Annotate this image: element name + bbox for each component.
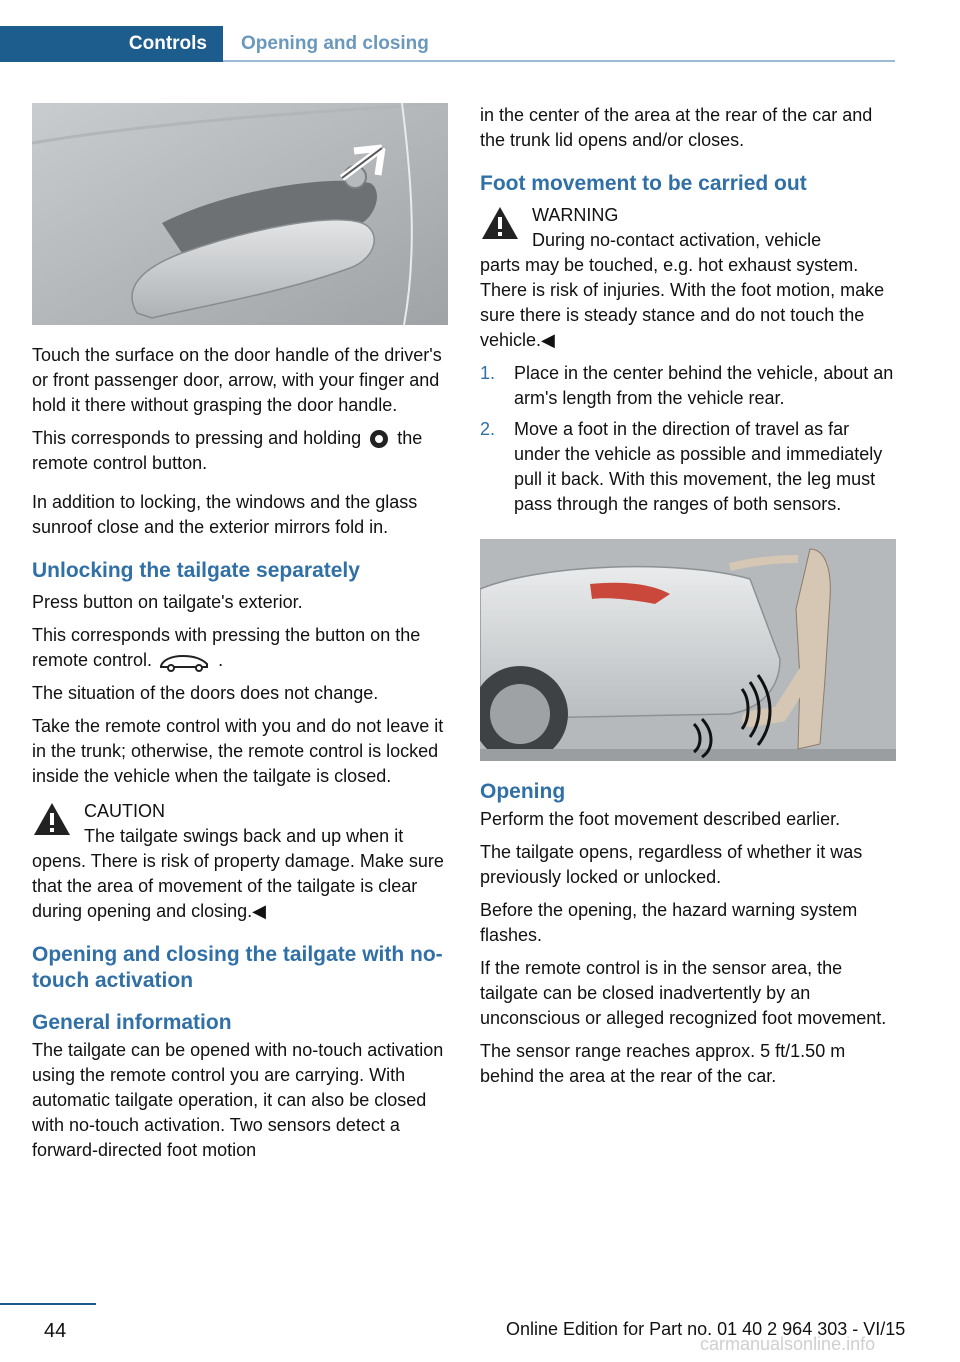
list-item — [480, 361, 896, 411]
paragraph-text: This corresponds to pressing and holding — [32, 428, 362, 448]
page-header — [0, 26, 895, 62]
paragraph: If the remote control is in the sensor area, the tailgate can be closed inadvertently by an unconscious or alleged recognized foot movement. — [480, 958, 887, 1028]
paragraph — [32, 426, 448, 476]
warning-text: parts may be touched, e.g. hot exhaust system. There is risk of injuries. With the foot motion, make sure there is steady stance and do not touch the vehicle.◀ — [480, 255, 885, 350]
door-handle-figure — [32, 103, 448, 325]
warning-notice — [480, 203, 896, 353]
page-number: 44 — [44, 1320, 67, 1342]
caution-triangle-icon — [32, 801, 72, 837]
tailgate-button-icon — [157, 650, 213, 672]
paragraph: The tailgate opens, regardless of whether it was previously locked or unlocked. — [480, 842, 863, 887]
section-heading: Foot movement to be carried out — [480, 172, 807, 195]
paragraph: in the center of the area at the rear of the car and the trunk lid opens and/or closes. — [480, 105, 873, 150]
warning-triangle-icon — [480, 205, 520, 241]
paragraph-text: the remote control button. — [32, 428, 423, 473]
subsection-heading: General information — [32, 1011, 232, 1034]
step-number: 1. — [480, 363, 496, 383]
caution-title: CAUTION — [84, 801, 165, 821]
watermark: carmanualsonline.info — [700, 1334, 876, 1354]
paragraph: Touch the surface on the door handle of the driver's or front passenger door, arrow, with your finger and hold it there without grasping the door handle. — [32, 345, 442, 415]
paragraph: The situation of the doors does not change. — [32, 683, 379, 703]
caution-text: opens. There is risk of property damage. Make sure that the area of movement of the tailgate is clear during opening and closing.◀ — [32, 851, 444, 921]
paragraph: In addition to locking, the windows and the glass sunroof close and the exterior mirrors fold in. — [32, 492, 418, 537]
paragraph: The tailgate can be opened with no-touch activation using the remote control you are carrying. With automatic tailgate operation, it can also be closed with no-touch activation. Two sensors detect a forward-directed foot motion — [32, 1040, 444, 1160]
paragraph: The sensor range reaches approx. 5 ft/1.50 m behind the area at the rear of the car. — [480, 1041, 846, 1086]
right-column — [480, 103, 896, 1097]
warning-title: WARNING — [532, 205, 619, 225]
warning-text: During no-contact activation, vehicle — [532, 230, 822, 250]
paragraph-text: . — [218, 650, 224, 670]
subsection-heading: Opening — [480, 780, 566, 803]
header-rule — [223, 60, 895, 62]
edition-footer: Online Edition for Part no. 01 40 2 964 303 - VI/15 — [506, 1319, 906, 1339]
footer-rule — [0, 1303, 96, 1305]
paragraph: Press button on tailgate's exterior. — [32, 592, 303, 612]
left-column — [32, 103, 448, 1171]
lock-button-icon — [366, 428, 392, 450]
chapter-tab[interactable]: Controls — [0, 26, 223, 62]
list-item — [480, 417, 896, 517]
step-number: 2. — [480, 419, 496, 439]
step-text: Place in the center behind the vehicle, about an arm's length from the vehicle rear. — [514, 363, 894, 408]
caution-notice — [32, 799, 448, 924]
paragraph-text: This corresponds with pressing the button on the remote control. — [32, 625, 421, 670]
paragraph: Perform the foot movement described earlier. — [480, 809, 841, 829]
paragraph: Before the opening, the hazard warning system flashes. — [480, 900, 858, 945]
section-heading: Unlocking the tailgate separately — [32, 559, 360, 582]
step-list — [480, 361, 896, 517]
caution-text: The tailgate swings back and up when it — [84, 826, 404, 846]
section-heading: Opening and closing the tailgate with no-touch activation — [32, 943, 443, 992]
section-tab[interactable]: Opening and closing — [241, 33, 429, 54]
paragraph — [32, 623, 448, 673]
step-text: Move a foot in the direction of travel as far under the vehicle as possible and immediately pull it back. With this movement, the leg must pass through the ranges of both sensors. — [514, 419, 883, 514]
foot-movement-figure — [480, 539, 896, 761]
paragraph: Take the remote control with you and do not leave it in the trunk; otherwise, the remote control is locked inside the vehicle when the tailgate is closed. — [32, 716, 444, 786]
